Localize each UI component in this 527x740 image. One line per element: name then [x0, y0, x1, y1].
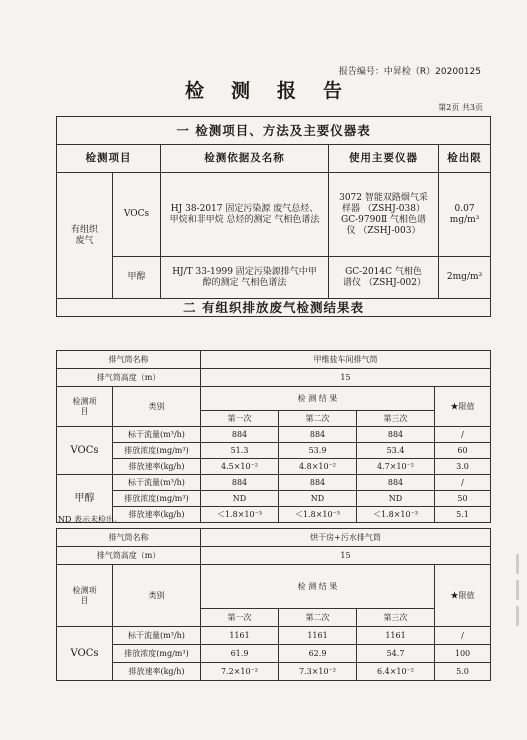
row-type: 排放浓度(mg/m³) [113, 443, 201, 459]
section1-title: 一 检测项目、方法及主要仪器表 [57, 117, 491, 145]
report-number: 报告编号：中昇检（R）20200125 [338, 67, 481, 77]
item-cell: 甲醇 [113, 257, 161, 299]
value-cell: 53.4 [357, 443, 435, 459]
page-title: 检测报告 [184, 80, 369, 102]
value-cell: 4.5×10⁻² [201, 459, 279, 475]
group-name: 甲醇 [57, 475, 113, 523]
item-cell: VOCs [113, 173, 161, 257]
category-cell: 有组织废气 [57, 173, 113, 299]
limit-cell: 5.1 [435, 507, 491, 523]
col-method: 检测依据及名称 [161, 145, 329, 173]
limit-cell: 0.07 mg/m³ [439, 173, 491, 257]
page-info: 第2页 共3页 [438, 103, 483, 112]
value-cell: 4.8×10⁻² [279, 459, 357, 475]
col-item: 检测项目 [57, 565, 113, 627]
value-cell: ＜1.8×10⁻³ [357, 507, 435, 523]
value-cell: 62.9 [279, 645, 357, 663]
group-name: VOCs [57, 427, 113, 475]
limit-cell: 5.0 [435, 663, 491, 681]
nd-note: ND 表示未检出。 [58, 515, 122, 524]
value-cell: ND [201, 491, 279, 507]
row-type: 排放浓度(mg/m³) [113, 645, 201, 663]
value-cell: 7.2×10⁻² [201, 663, 279, 681]
value-cell: 6.4×10⁻² [357, 663, 435, 681]
run-1: 第一次 [201, 411, 279, 427]
value-cell: ND [279, 491, 357, 507]
value-cell: 54.7 [357, 645, 435, 663]
run-2: 第二次 [279, 609, 357, 627]
run-2: 第二次 [279, 411, 357, 427]
col-results: 检 测 结 果 [201, 565, 435, 609]
value-cell: 884 [357, 427, 435, 443]
limit-cell: 60 [435, 443, 491, 459]
method-cell: HJ 38-2017 固定污染源 废气总烃、甲烷和非甲烷 总烃的测定 气相色谱法 [161, 173, 329, 257]
value-cell: 1161 [357, 627, 435, 645]
row-type: 标干流量(m³/h) [113, 475, 201, 491]
method-cell: HJ/T 33-1999 固定污染源排气中甲醇的测定 气相色谱法 [161, 257, 329, 299]
col-results: 检 测 结 果 [201, 387, 435, 411]
value-cell: ＜1.8×10⁻³ [201, 507, 279, 523]
col-item: 检测项目 [57, 387, 113, 427]
outlet-label: 排气筒名称 [57, 351, 201, 369]
row-type: 排放速率(kg/h) [113, 459, 201, 475]
results-table-1 [56, 350, 491, 523]
value-cell: 7.3×10⁻² [279, 663, 357, 681]
row-type: 标干流量(m³/h) [113, 427, 201, 443]
value-cell: ND [357, 491, 435, 507]
col-type: 类别 [113, 565, 201, 627]
value-cell: 1161 [279, 627, 357, 645]
limit-cell: 3.0 [435, 459, 491, 475]
results-table-2 [56, 528, 491, 681]
seam-stamp [510, 548, 524, 638]
row-type: 标干流量(m³/h) [113, 627, 201, 645]
row-type: 排放速率(kg/h) [113, 507, 201, 523]
value-cell: 4.7×10⁻² [357, 459, 435, 475]
row-type: 排放速率(kg/h) [113, 663, 201, 681]
height-value: 15 [201, 547, 491, 565]
run-3: 第三次 [357, 411, 435, 427]
methods-table [56, 116, 491, 317]
value-cell: 884 [279, 475, 357, 491]
col-type: 类别 [113, 387, 201, 427]
height-label: 排气筒高度（m） [57, 547, 201, 565]
instrument-cell: GC-2014C 气相色谱仪 （ZSHJ-002） [329, 257, 439, 299]
section2-title: 二 有组织排放废气检测结果表 [57, 299, 491, 317]
row-type: 排放浓度(mg/m³) [113, 491, 201, 507]
col-instrument: 使用主要仪器 [329, 145, 439, 173]
value-cell: 884 [201, 475, 279, 491]
height-value: 15 [201, 369, 491, 387]
outlet-label: 排气筒名称 [57, 529, 201, 547]
group-name: VOCs [57, 627, 113, 681]
col-limit: ★限值 [435, 387, 491, 427]
value-cell: 1161 [201, 627, 279, 645]
value-cell: 61.9 [201, 645, 279, 663]
value-cell: 884 [279, 427, 357, 443]
limit-cell: 100 [435, 645, 491, 663]
limit-cell: / [435, 475, 491, 491]
limit-cell: 50 [435, 491, 491, 507]
run-3: 第三次 [357, 609, 435, 627]
limit-cell: / [435, 627, 491, 645]
instrument-cell: 3072 智能双路烟气采样器 （ZSHJ-038） GC-9790Ⅱ 气相色谱仪 （ZSHJ-003） [329, 173, 439, 257]
col-limit: ★限值 [435, 565, 491, 627]
value-cell: 51.3 [201, 443, 279, 459]
value-cell: 884 [357, 475, 435, 491]
outlet-name: 甲维盐车间排气筒 [201, 351, 491, 369]
outlet-name: 烘干房+污水排气筒 [201, 529, 491, 547]
value-cell: 884 [201, 427, 279, 443]
run-1: 第一次 [201, 609, 279, 627]
col-limit: 检出限 [439, 145, 491, 173]
col-item: 检测项目 [57, 145, 161, 173]
value-cell: ＜1.8×10⁻³ [279, 507, 357, 523]
limit-cell: / [435, 427, 491, 443]
height-label: 排气筒高度（m） [57, 369, 201, 387]
value-cell: 53.9 [279, 443, 357, 459]
limit-cell: 2mg/m³ [439, 257, 491, 299]
